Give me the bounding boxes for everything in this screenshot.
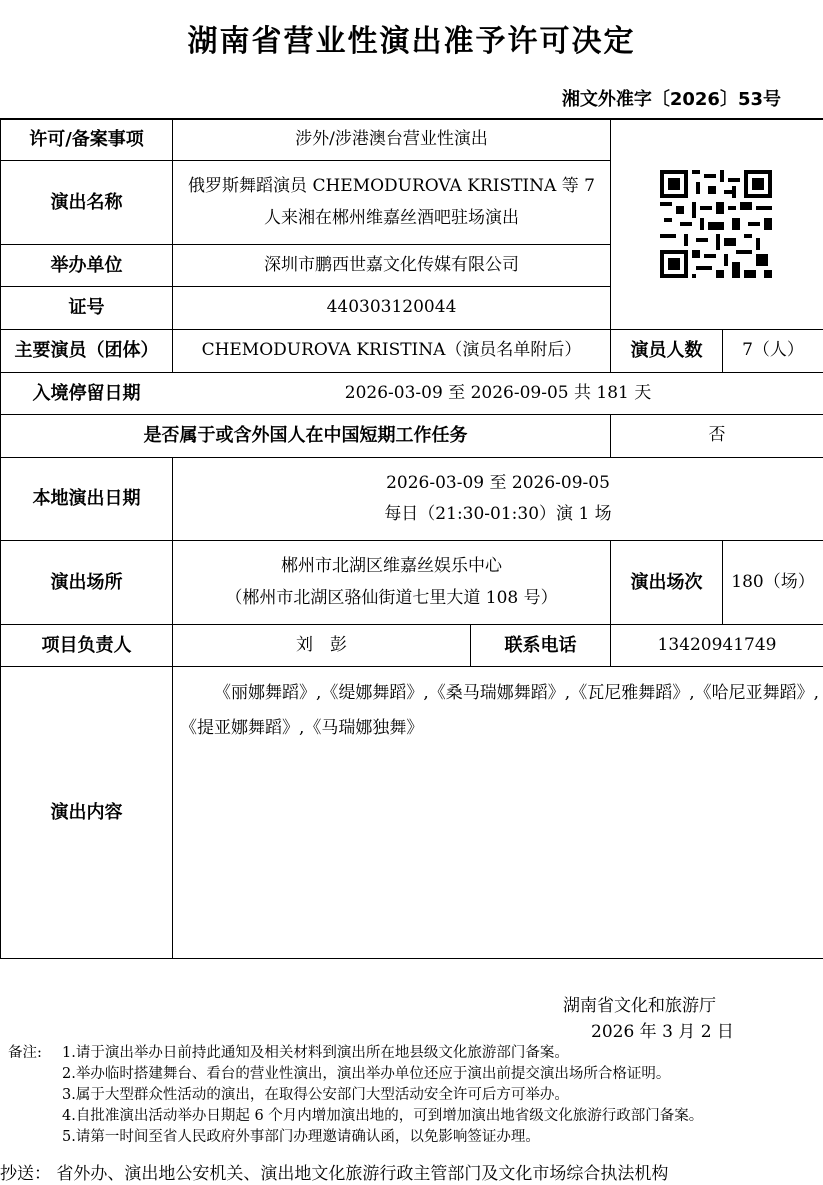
venue-line1: 郴州市北湖区维嘉丝娱乐中心 xyxy=(281,556,502,577)
stay-label: 入境停留日期 xyxy=(32,382,141,404)
organizer-label: 举办单位 xyxy=(50,254,123,276)
show-name-line1: 俄罗斯舞蹈演员 CHEMODUROVA KRISTINA 等 7 xyxy=(188,176,595,197)
short-term-value: 否 xyxy=(708,425,726,446)
license-label: 证号 xyxy=(68,297,105,319)
local-date-label: 本地演出日期 xyxy=(32,488,141,510)
issue-date: 2026 年 3 月 2 日 xyxy=(591,1022,734,1042)
note-item: 5.请第一时间至省人民政府外事部门办理邀请确认函，以免影响签证办理。 xyxy=(62,1129,540,1145)
note-item: 1.请于演出举办日前持此通知及相关材料到演出所在地县级文化旅游部门备案。 xyxy=(62,1045,569,1061)
manager-value: 刘 彭 xyxy=(296,634,347,655)
local-date-line1: 2026-03-09 至 2026-09-05 xyxy=(386,472,610,493)
performer-label: 主要演员（团体） xyxy=(14,340,159,362)
organizer-value: 深圳市鹏西世嘉文化传媒有限公司 xyxy=(264,254,519,275)
sessions-value: 180（场） xyxy=(731,571,815,592)
note-item: 2.举办临时搭建舞台、看台的营业性演出，演出举办单位还应于演出前提交演出场所合格证明。 xyxy=(62,1066,671,1082)
content-value: 《丽娜舞蹈》,《缇娜舞蹈》,《桑马瑞娜舞蹈》,《瓦尼雅舞蹈》,《哈尼亚舞蹈》,《提亚娜舞蹈》,《马瑞娜独舞》 xyxy=(180,683,820,738)
document-number: 湘文外准字〔2026〕53号 xyxy=(561,89,781,110)
short-term-label: 是否属于或含外国人在中国短期工作任务 xyxy=(143,425,468,447)
note-item: 3.属于大型群众性活动的演出，在取得公安部门大型活动安全许可后方可举办。 xyxy=(62,1087,569,1103)
venue-line2: （郴州市北湖区骆仙街道七里大道 108 号） xyxy=(225,587,558,608)
issuing-org: 湖南省文化和旅游厅 xyxy=(563,996,716,1016)
phone-value: 13420941749 xyxy=(657,634,777,655)
performer-count-value: 7（人） xyxy=(742,340,804,361)
stay-value: 2026-03-09 至 2026-09-05 共 181 天 xyxy=(344,382,652,403)
item-value: 涉外/涉港澳台营业性演出 xyxy=(295,129,488,150)
notes xyxy=(8,1043,703,1148)
performer-count-label: 演员人数 xyxy=(630,340,703,362)
qr-code-icon xyxy=(660,170,772,278)
license-value: 440303120044 xyxy=(326,297,457,318)
notes-label: 备注: xyxy=(8,1045,42,1061)
note-item: 4.自批准演出活动举办日期起 6 个月内增加演出地的，可到增加演出地省级文化旅游行政部门备案。 xyxy=(62,1108,704,1124)
show-name-value xyxy=(173,161,610,244)
cc-list: 抄送： 省外办、演出地公安机关、演出地文化旅游行政主管部门及文化市场综合执法机构 xyxy=(0,1164,669,1184)
local-date-line2: 每日（21:30-01:30）演 1 场 xyxy=(384,504,612,524)
venue-label: 演出场所 xyxy=(50,571,123,593)
phone-label: 联系电话 xyxy=(504,634,577,656)
show-name-label: 演出名称 xyxy=(50,191,123,213)
local-date-value xyxy=(173,458,823,540)
performer-value: CHEMODUROVA KRISTINA（演员名单附后） xyxy=(201,340,582,361)
show-name-line2: 人来湘在郴州维嘉丝酒吧驻场演出 xyxy=(264,207,519,228)
content-label: 演出内容 xyxy=(50,801,123,823)
venue-value xyxy=(173,541,610,624)
sessions-label: 演出场次 xyxy=(630,571,703,593)
manager-label: 项目负责人 xyxy=(41,634,132,656)
document-title: 湖南省营业性演出准予许可决定 xyxy=(187,24,636,59)
item-label: 许可/备案事项 xyxy=(29,129,144,151)
